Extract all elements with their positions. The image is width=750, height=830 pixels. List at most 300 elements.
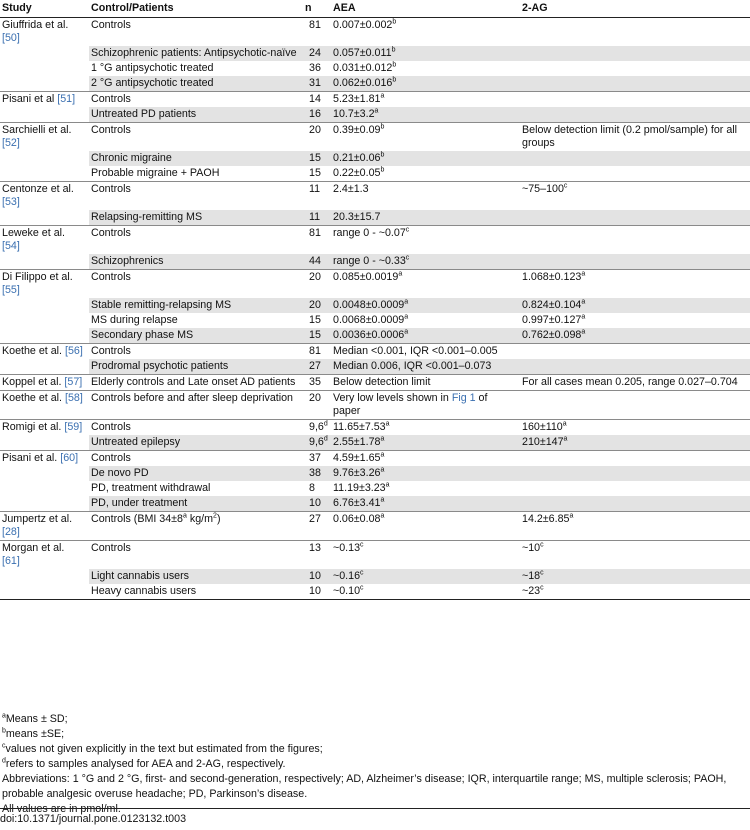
study-name: Centonze et al.: [2, 183, 74, 195]
aea-footnote-mark: b: [380, 151, 385, 159]
study-cell: [0, 512, 89, 541]
footnote-mark: a: [2, 712, 6, 720]
aea-cell: [331, 107, 520, 123]
reference-link[interactable]: [58]: [65, 392, 83, 404]
abbreviations-note: Abbreviations: 1 °G and 2 °G, first- and second-generation, respectively; AD, Alzheimer’s disease; IQR, interquartile range; MS, multiple sclerosis; PAOH, probable analgesic overuse headache; PD, Parkinson’s disease.: [2, 773, 727, 800]
aea-footnote-mark: b: [391, 46, 396, 54]
reference-link[interactable]: [57]: [64, 376, 83, 388]
group-label: MS during relapse: [91, 314, 178, 326]
ag-value: 160±110: [522, 421, 563, 433]
table-row: [0, 92, 750, 108]
aea-footnote-mark: a: [380, 496, 385, 504]
ag-value: 210±147: [522, 436, 564, 448]
table-row: [0, 496, 750, 512]
table-row: [0, 375, 750, 391]
n-cell: [303, 541, 331, 570]
group-cell: [89, 584, 303, 600]
aea-cell: [331, 270, 520, 299]
reference-link[interactable]: [61]: [2, 555, 20, 567]
aea-cell: [331, 166, 520, 182]
n-cell: [303, 344, 331, 360]
aea-footnote-mark: a: [398, 270, 403, 278]
group-cell: [89, 481, 303, 496]
footnote: [2, 727, 747, 742]
n-cell: [303, 107, 331, 123]
n-cell: [303, 210, 331, 226]
n-cell: [303, 226, 331, 255]
group-label: Heavy cannabis users: [91, 585, 197, 597]
aea-footnote-mark: a: [385, 420, 390, 428]
n-cell: [303, 569, 331, 584]
n-value: 31: [309, 77, 321, 89]
study-cell: [0, 496, 89, 512]
group-label-cont: kg/m: [186, 513, 214, 525]
aea-value: 0.21±0.06: [333, 152, 381, 164]
aea-value: Median 0.006, IQR <0.001–0.073: [333, 360, 492, 372]
study-cell: [0, 541, 89, 570]
n-cell: [303, 313, 331, 328]
aea-footnote-mark: b: [380, 123, 385, 131]
reference-link[interactable]: [59]: [64, 421, 83, 433]
ag-cell: [520, 123, 750, 152]
aea-footnote-mark: a: [380, 512, 385, 520]
group-cell: [89, 107, 303, 123]
group-label: Untreated epilepsy: [91, 436, 181, 448]
group-cell: [89, 210, 303, 226]
n-cell: [303, 254, 331, 270]
aea-cell: [331, 123, 520, 152]
n-value: 15: [309, 314, 321, 326]
aea-cell: [331, 76, 520, 92]
study-cell: [0, 481, 89, 496]
reference-link[interactable]: [50]: [2, 32, 20, 44]
table-row: [0, 541, 750, 570]
group-label-end: ): [216, 513, 221, 525]
n-value: 20: [309, 299, 321, 311]
reference-link[interactable]: [55]: [2, 284, 20, 296]
n-value: 24: [309, 47, 321, 59]
table-row: [0, 584, 750, 600]
ag-cell: [520, 481, 750, 496]
aea-value: 0.085±0.0019: [333, 271, 399, 283]
reference-link[interactable]: [54]: [2, 240, 20, 252]
n-cell: [303, 466, 331, 481]
n-value: 35: [309, 376, 321, 388]
n-value: 44: [309, 255, 321, 267]
group-label: Elderly controls and Late onset AD patients: [91, 376, 296, 388]
n-value: 10: [309, 497, 321, 509]
aea-value: 10.7±3.2: [333, 108, 375, 120]
table-row: [0, 451, 750, 467]
study-cell: [0, 182, 89, 211]
n-cell: [303, 451, 331, 467]
table-body: [0, 18, 750, 600]
ag-value: 0.997±0.127: [522, 314, 582, 326]
header-study: Study: [0, 0, 89, 18]
aea-cell: [331, 151, 520, 166]
n-value: 20: [309, 124, 321, 136]
ag-cell: [520, 46, 750, 61]
n-cell: [303, 18, 331, 47]
ag-footnote-mark: a: [569, 512, 574, 520]
footnote-text: values not given explicitly in the text but estimated from the figures;: [5, 743, 323, 755]
group-cell: [89, 391, 303, 420]
n-cell: [303, 151, 331, 166]
header-aea: AEA: [331, 0, 520, 18]
n-value: 36: [309, 62, 321, 74]
ag-cell: [520, 182, 750, 211]
n-value: 10: [309, 585, 321, 597]
ag-cell: [520, 151, 750, 166]
study-cell: [0, 210, 89, 226]
ag-footnote-mark: c: [540, 569, 544, 577]
aea-cell: [331, 541, 520, 570]
n-value: 13: [309, 542, 321, 554]
group-cell: [89, 61, 303, 76]
group-label: 2 °G antipsychotic treated: [91, 77, 214, 89]
ag-cell: [520, 328, 750, 344]
ag-cell: [520, 210, 750, 226]
study-cell: [0, 569, 89, 584]
table-row: [0, 226, 750, 255]
group-label: PD, treatment withdrawal: [91, 482, 211, 494]
units-note: All values are in pmol/ml.: [2, 803, 121, 815]
group-cell: [89, 569, 303, 584]
ag-footnote-mark: a: [563, 435, 568, 443]
aea-value: Below detection limit: [333, 376, 431, 388]
group-label: Controls: [91, 542, 131, 554]
study-cell: [0, 166, 89, 182]
aea-cell: [331, 481, 520, 496]
group-label: Controls: [91, 183, 131, 195]
group-cell: [89, 298, 303, 313]
n-cell: [303, 512, 331, 541]
aea-value: 11.19±3.23: [333, 482, 386, 494]
n-value: 37: [309, 452, 321, 464]
aea-value: 2.55±1.78: [333, 436, 381, 448]
aea-footnote-mark: a: [380, 435, 385, 443]
aea-value: 6.76±3.41: [333, 497, 381, 509]
ag-cell: [520, 313, 750, 328]
n-value: 15: [309, 167, 321, 179]
aea-value: 5.23±1.81: [333, 93, 381, 105]
ag-value: ~75–100: [522, 183, 564, 195]
group-label: Controls: [91, 93, 131, 105]
aea-cell: [331, 512, 520, 541]
study-cell: [0, 92, 89, 108]
aea-cell: [331, 496, 520, 512]
n-value: 11: [309, 183, 321, 195]
footnote-text: refers to samples analysed for AEA and 2-AG, respectively.: [5, 758, 286, 770]
ag-value: ~10: [522, 542, 541, 554]
study-cell: [0, 46, 89, 61]
figure-link[interactable]: Fig 1: [451, 392, 476, 404]
aea-value: ~0.10: [333, 585, 361, 597]
aea-footnote-mark: b: [392, 61, 397, 69]
table-row: [0, 481, 750, 496]
group-label: Stable remitting-relapsing MS: [91, 299, 232, 311]
group-label: Controls (BMI 34±8: [91, 513, 183, 525]
n-cell: [303, 76, 331, 92]
table-row: [0, 391, 750, 420]
reference-link[interactable]: [60]: [60, 452, 79, 464]
n-value: 27: [309, 360, 321, 372]
group-cell: [89, 435, 303, 451]
aea-value: 0.007±0.002: [333, 19, 393, 31]
aea-value: range 0 - ~0.33: [333, 255, 406, 267]
n-value: 81: [309, 19, 321, 31]
group-label: Probable migraine + PAOH: [91, 167, 220, 179]
aea-value: 2.4±1.3: [333, 183, 369, 195]
ag-cell: [520, 270, 750, 299]
aea-footnote-mark: a: [374, 107, 379, 115]
header-2ag: 2-AG: [520, 0, 750, 18]
study-name: Sarchielli et al.: [2, 124, 72, 136]
n-value: 15: [309, 329, 321, 341]
aea-cell: [331, 359, 520, 375]
aea-value: 9.76±3.26: [333, 467, 381, 479]
reference-link[interactable]: [52]: [2, 137, 20, 149]
n-cell: [303, 270, 331, 299]
group-label: Controls: [91, 421, 131, 433]
group-label: De novo PD: [91, 467, 149, 479]
ag-cell: [520, 92, 750, 108]
aea-cell: [331, 254, 520, 270]
group-label: 1 °G antipsychotic treated: [91, 62, 214, 74]
reference-link[interactable]: [56]: [65, 345, 83, 357]
ag-value: ~23: [522, 585, 541, 597]
study-cell: [0, 328, 89, 344]
study-name: Giuffrida et al.: [2, 19, 69, 31]
n-cell: [303, 92, 331, 108]
aea-value: 0.22±0.05: [333, 167, 381, 179]
aea-value: 0.057±0.011: [333, 47, 392, 59]
group-cell: [89, 166, 303, 182]
group-cell: [89, 512, 303, 541]
n-cell: [303, 435, 331, 451]
footnote-mark: c: [2, 742, 6, 750]
study-name: Pisani et al.: [2, 452, 58, 464]
study-cell: [0, 451, 89, 467]
group-cell: [89, 328, 303, 344]
ag-cell: [520, 466, 750, 481]
table-header-row: [0, 0, 750, 18]
table-footnotes: [2, 712, 747, 817]
aea-cell: [331, 92, 520, 108]
study-name: Di Filippo et al.: [2, 271, 73, 283]
table-row: [0, 46, 750, 61]
table-row: [0, 123, 750, 152]
study-name: Jumpertz et al.: [2, 513, 73, 525]
aea-value: 0.062±0.016: [333, 77, 393, 89]
reference-link[interactable]: [51]: [57, 93, 76, 105]
aea-value: ~0.13: [333, 542, 361, 554]
ag-cell: [520, 375, 750, 391]
table-row: [0, 254, 750, 270]
n-value: 10: [309, 570, 321, 582]
aea-value: 20.3±15.7: [333, 211, 381, 223]
table-row: [0, 61, 750, 76]
group-exponent: 2: [213, 512, 217, 520]
group-label: Controls: [91, 227, 131, 239]
ag-cell: [520, 391, 750, 420]
study-cell: [0, 391, 89, 420]
n-cell: [303, 123, 331, 152]
reference-link[interactable]: [53]: [2, 196, 20, 208]
study-name: Koethe et al.: [2, 392, 63, 404]
ag-cell: [520, 569, 750, 584]
ag-cell: [520, 254, 750, 270]
study-cell: [0, 466, 89, 481]
ag-cell: [520, 541, 750, 570]
n-value: 38: [309, 467, 321, 479]
n-cell: [303, 391, 331, 420]
n-cell: [303, 61, 331, 76]
aea-footnote-mark: a: [404, 298, 409, 306]
ag-value: 0.824±0.104: [522, 299, 582, 311]
group-label: Prodromal psychotic patients: [91, 360, 229, 372]
table-row: [0, 359, 750, 375]
group-label: PD, under treatment: [91, 497, 188, 509]
table-row: [0, 435, 750, 451]
ag-cell: [520, 166, 750, 182]
table-row: [0, 166, 750, 182]
aea-cell: [331, 313, 520, 328]
footnote: [2, 757, 747, 772]
group-cell: [89, 313, 303, 328]
ag-value: 1.068±0.123: [522, 271, 582, 283]
table-row: [0, 18, 750, 47]
ag-cell: [520, 107, 750, 123]
group-cell: [89, 18, 303, 47]
ag-footnote-mark: a: [562, 420, 567, 428]
aea-footnote-mark: b: [380, 166, 385, 174]
n-value: 27: [309, 513, 321, 525]
aea-footnote-mark: c: [405, 254, 410, 262]
aea-cell: [331, 18, 520, 47]
aea-value: 0.0036±0.0006: [333, 329, 405, 341]
ag-cell: [520, 18, 750, 47]
aea-cell: [331, 61, 520, 76]
aea-cell: [331, 569, 520, 584]
table-row: [0, 313, 750, 328]
table-row: [0, 466, 750, 481]
study-name: Romigi et al.: [2, 421, 62, 433]
study-cell: [0, 435, 89, 451]
n-cell: [303, 46, 331, 61]
aea-cell: [331, 328, 520, 344]
ag-footnote-mark: a: [581, 270, 586, 278]
group-cell: [89, 151, 303, 166]
footnote-text: means ±SE;: [5, 728, 65, 740]
reference-link[interactable]: [28]: [2, 526, 20, 538]
study-cell: [0, 420, 89, 436]
study-cell: [0, 584, 89, 600]
n-value: 9,6: [309, 421, 324, 433]
aea-footnote-mark: c: [360, 541, 364, 549]
table-row: [0, 328, 750, 344]
group-label: Controls: [91, 271, 131, 283]
group-label: Schizophrenic patients: Antipsychotic-naïve: [91, 47, 297, 59]
group-cell: [89, 182, 303, 211]
study-name: Koethe et al.: [2, 345, 63, 357]
n-value: 11: [309, 211, 321, 223]
table-row: [0, 107, 750, 123]
table-row: [0, 569, 750, 584]
table-row: [0, 420, 750, 436]
footnote: [2, 742, 747, 757]
ag-value: 0.762±0.098: [522, 329, 582, 341]
header-control-patients: Control/Patients: [89, 0, 303, 18]
aea-value: 0.39±0.09: [333, 124, 381, 136]
study-cell: [0, 61, 89, 76]
ag-footnote-mark: c: [540, 584, 544, 592]
group-cell: [89, 466, 303, 481]
ag-cell: [520, 496, 750, 512]
group-label: Controls: [91, 345, 131, 357]
group-cell: [89, 496, 303, 512]
aea-cell: [331, 46, 520, 61]
aea-cell: [331, 182, 520, 211]
n-cell: [303, 375, 331, 391]
group-label: Light cannabis users: [91, 570, 190, 582]
aea-value: 0.031±0.012: [333, 62, 393, 74]
n-value: 20: [309, 271, 321, 283]
aea-cell: [331, 435, 520, 451]
study-name: Leweke et al.: [2, 227, 65, 239]
ag-value: ~18: [522, 570, 541, 582]
aea-footnote-mark: a: [404, 328, 409, 336]
aea-cell: [331, 298, 520, 313]
table-row: [0, 298, 750, 313]
study-cell: [0, 298, 89, 313]
n-value: 8: [309, 482, 315, 494]
ag-cell: [520, 359, 750, 375]
group-cell: [89, 359, 303, 375]
n-value: 15: [309, 152, 321, 164]
n-value: 81: [309, 345, 321, 357]
aea-value: Median <0.001, IQR <0.001–0.005: [333, 345, 498, 357]
aea-footnote-mark: a: [380, 451, 385, 459]
aea-value: 0.0068±0.0009: [333, 314, 405, 326]
aea-footnote-mark: c: [360, 569, 364, 577]
aea-cell: [331, 375, 520, 391]
ag-cell: [520, 226, 750, 255]
n-value: 20: [309, 392, 321, 404]
ag-cell: [520, 61, 750, 76]
study-cell: [0, 226, 89, 255]
n-cell: [303, 328, 331, 344]
group-label: Controls: [91, 124, 131, 136]
n-footnote-mark: d: [323, 435, 328, 443]
footnote: [2, 712, 747, 727]
aea-cell: [331, 451, 520, 467]
ag-footnote-mark: a: [581, 313, 586, 321]
footnote-mark: b: [2, 727, 6, 735]
group-cell: [89, 541, 303, 570]
aea-footnote-mark: b: [392, 76, 397, 84]
group-cell: [89, 254, 303, 270]
study-cell: [0, 344, 89, 360]
ag-cell: [520, 420, 750, 436]
aea-value-cont: of paper: [333, 392, 488, 417]
aea-footnote-mark: a: [404, 313, 409, 321]
aea-cell: [331, 226, 520, 255]
aea-cell: [331, 210, 520, 226]
aea-value: Very low levels shown in: [333, 392, 452, 404]
group-cell: [89, 76, 303, 92]
n-cell: [303, 298, 331, 313]
